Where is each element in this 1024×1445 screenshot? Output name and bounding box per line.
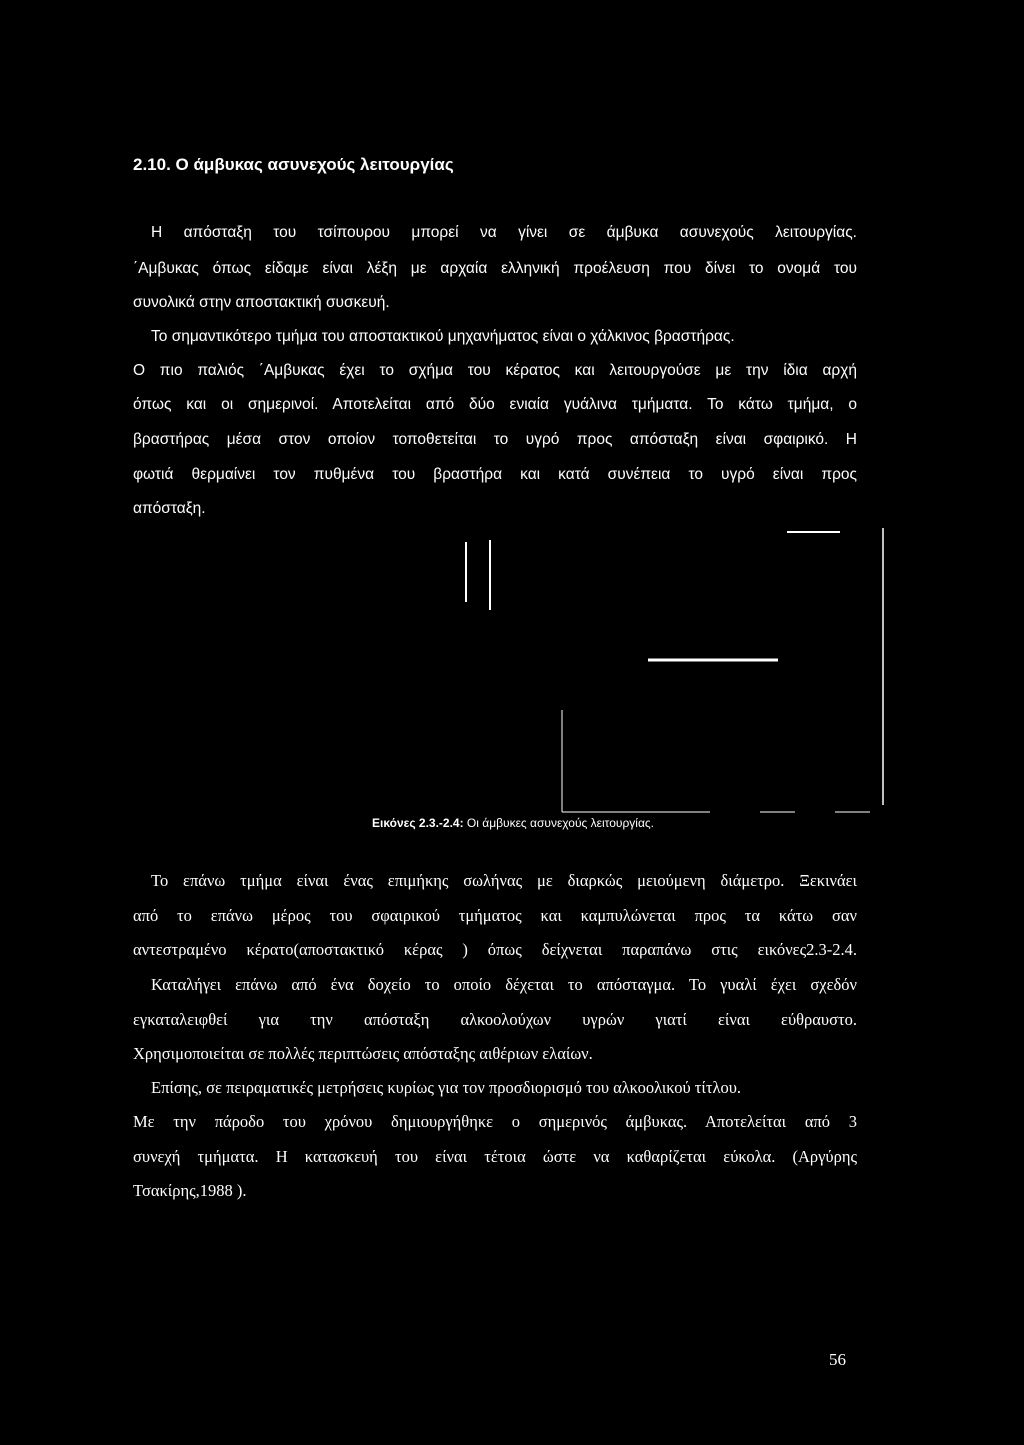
paragraph1-line: ΄Αμβυκας όπως είδαμε είναι λέξη με αρχαία ελληνική προέλευση που δίνει το ονομά του (133, 260, 857, 277)
figure-caption (372, 816, 654, 830)
paragraph2-line: συνεχή τμήματα. Η κατασκευή του είναι τέτοια ώστε να καθαρίζεται εύκολα. (Αργύρης (133, 1147, 857, 1166)
paragraph2-line: Χρησιμοποιείται σε πολλές περιπτώσεις απόσταξης αιθέριων ελαίων. (133, 1044, 593, 1063)
paragraph1-line: βραστήρας μέσα στον οποίον τοποθετείται το υγρό προς απόσταξη είναι σφαιρικό. Η (133, 431, 857, 448)
alembic-figure (440, 520, 900, 820)
caption-label: Εικόνες 2.3.-2.4: (372, 816, 464, 830)
paragraph1-line: Το σημαντικότερο τμήμα του αποστακτικού μηχανήματος είναι ο χάλκινος βραστήρας. (151, 328, 735, 345)
paragraph2-line: αντεστραμένο κέρατο(αποστακτικό κέρας ) όπως δείχνεται παραπάνω στις εικόνες2.3-2.4. (133, 940, 857, 959)
caption-text: Οι άμβυκες ασυνεχούς λειτουργίας. (463, 816, 654, 830)
paragraph1-line: όπως και οι σημερινοί. Αποτελείται από δύο ενιαία γυάλινα τμήματα. Το κάτω τμήμα, ο (133, 396, 857, 413)
paragraph2-line: Με την πάροδο του χρόνου δημιουργήθηκε ο σημερινός άμβυκας. Αποτελείται από 3 (133, 1112, 857, 1131)
paragraph1-line: Η απόσταξη του τσίπουρου μπορεί να γίνει σε άμβυκα ασυνεχούς λειτουργίας. (151, 224, 857, 241)
paragraph1-line: Ο πιο παλιός ΄Αμβυκας έχει το σχήμα του κέρατος και λειτουργούσε με την ίδια αρχή (133, 362, 857, 379)
paragraph1-line: φωτιά θερμαίνει τον πυθμένα του βραστήρα και κατά συνέπεια το υγρό είναι προς (133, 466, 857, 483)
paragraph2-line: Το επάνω τμήμα είναι ένας επιμήκης σωλήνας με διαρκώς μειούμενη διάμετρο. Ξεκινάει (151, 871, 857, 890)
paragraph1-line: συνολικά στην αποστακτική συσκευή. (133, 294, 390, 311)
paragraph2-line: Επίσης, σε πειραματικές μετρήσεις κυρίως για τον προσδιορισμό του αλκοολικού τίτλου. (151, 1078, 742, 1097)
section-heading: 2.10. Ο άμβυκας ασυνεχούς λειτουργίας (133, 155, 454, 174)
paragraph2-line: Καταλήγει επάνω από ένα δοχείο το οποίο δέχεται το απόσταγμα. Το γυαλί έχει σχεδόν (151, 975, 857, 994)
paragraph2-line: Τσακίρης,1988 ). (133, 1181, 247, 1200)
paragraph2-line: από το επάνω μέρος του σφαιρικού τμήματος και καμπυλώνεται προς τα κάτω σαν (133, 906, 857, 925)
paragraph1-line: απόσταξη. (133, 500, 206, 517)
paragraph2-line: εγκαταλειφθεί για την απόσταξη αλκοολούχων υγρών γιατί είναι εύθραυστο. (133, 1010, 857, 1029)
page-number: 56 (829, 1350, 846, 1369)
